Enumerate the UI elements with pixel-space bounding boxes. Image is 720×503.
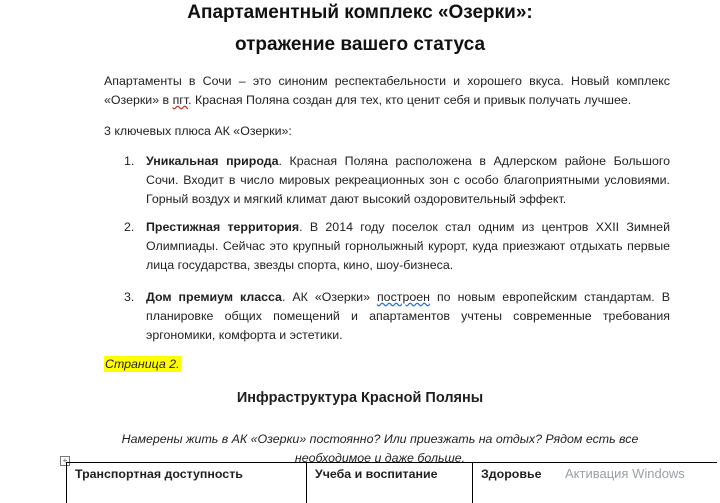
list-item-text (146, 288, 670, 345)
section-heading: Инфраструктура Красной Поляны (236, 390, 484, 406)
list-number: 1. (124, 154, 135, 168)
document-title-line-2: отражение вашего статуса (234, 34, 486, 55)
list-item-body-after: по новым европейским стандартам. В планировке общих помещений и апартаментов учтены современные требования эргономики, комфорта и эстетики. (146, 290, 670, 342)
table-header-cell[interactable]: Здоровье (481, 467, 542, 481)
list-lead-text: 3 ключевых плюса АК «Озерки»: (104, 124, 292, 138)
list-item-bold: Дом премиум класса (146, 290, 282, 304)
intro-paragraph (104, 72, 670, 110)
windows-activation-watermark: Активация Windows (565, 466, 685, 481)
list-item-bold: Престижная территория (146, 220, 300, 234)
intro-abbreviation: пгт (172, 93, 189, 107)
table-header-cell[interactable]: Учеба и воспитание (307, 463, 473, 503)
list-item-text (146, 218, 670, 275)
list-item-text (146, 152, 670, 209)
intro-text-part-2: . Красная Поляна создан для тех, кто ценит себя и привык получать лучшее. (188, 93, 632, 107)
table-header-cell[interactable]: Транспортная доступность (67, 463, 307, 503)
list-number: 3. (124, 290, 135, 304)
list-item-body: . В 2014 году поселок стал одним из центров XXII Зимней Олимпиады. Сейчас это крупный горнолыжный курорт, куда приезжают отдыхать первые лица государства, звезды спорта, кино, шоу-бизнеса. (146, 220, 670, 272)
list-item-bold: Уникальная природа (146, 154, 279, 168)
section-intro: Намерены жить в АК «Озерки» постоянно? Или приезжать на отдых? Рядом есть все необходимое и даже больше. (121, 432, 639, 465)
document-title-line-1: Апартаментный комплекс «Озерки»: (187, 2, 533, 23)
highlighted-page-note: Страница 2. (105, 357, 180, 371)
list-item-body-before: . АК «Озерки» (281, 290, 377, 304)
intro-text-part-1: Апартаменты в Сочи – это синоним респектабельности и хорошего вкуса. Новый комплекс «Озерки» в (104, 74, 670, 107)
list-item-body: . Красная Поляна расположена в Адлерском районе Большого Сочи. Входит в число мировых рекреационных зон с особо благоприятными условиями. Горный воздух и мягкий климат дают высокий оздоровительный эффект. (146, 154, 670, 206)
table-move-handle-icon[interactable]: + (60, 456, 70, 466)
list-item-underlined-word: построен (376, 290, 430, 304)
list-number: 2. (124, 220, 135, 234)
